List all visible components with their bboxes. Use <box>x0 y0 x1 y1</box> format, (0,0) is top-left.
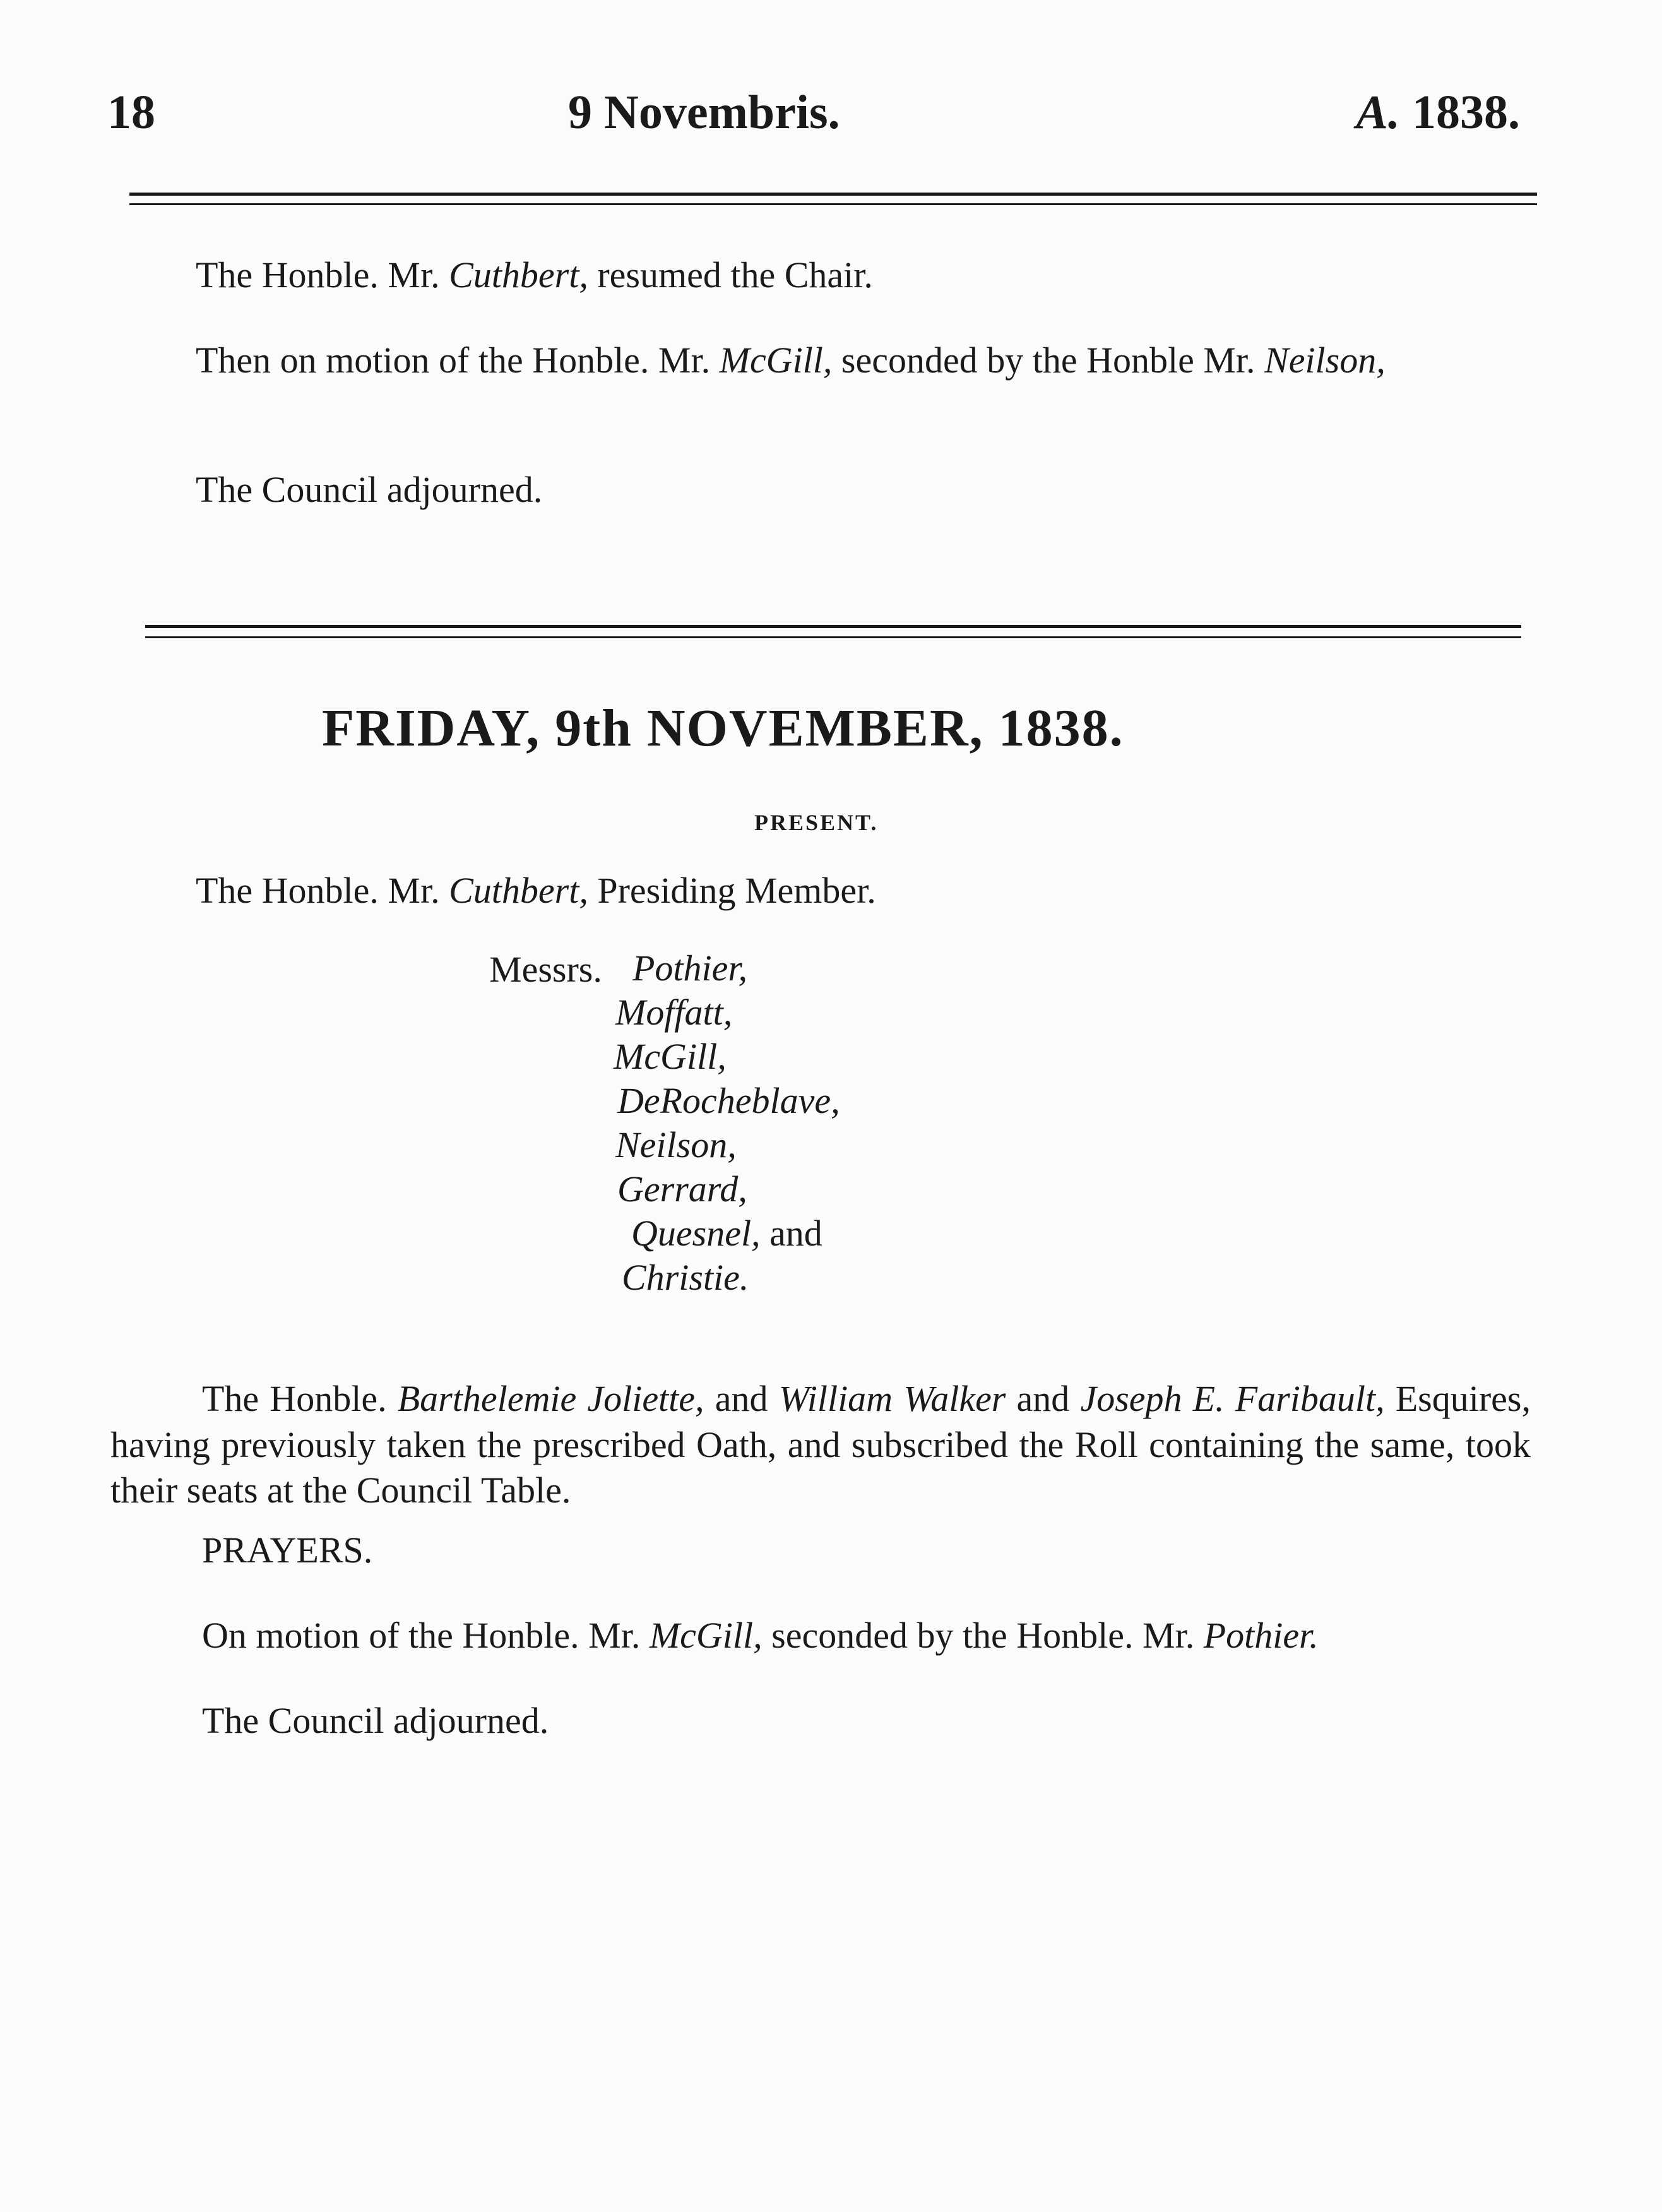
running-year <box>1356 85 1520 140</box>
oath-name-3: Joseph E. Faribault, <box>1080 1378 1385 1419</box>
adjourned-1: The Council adjourned. <box>196 469 543 510</box>
member-3: McGill, <box>614 1036 727 1077</box>
oath-suffix: Esquires, having previously taken the prescribed Oath, and subscribed the Roll containing the same, took their seats at the Council Table. <box>110 1378 1531 1511</box>
member-2: Moffatt, <box>615 992 733 1033</box>
presiding-name: Cuthbert, <box>449 870 588 911</box>
motion1-prefix: Then on motion of the Honble. Mr. <box>196 340 711 381</box>
motion1-seconder: Neilson, <box>1264 340 1386 381</box>
motion1-mover: McGill, <box>719 340 833 381</box>
messrs-label: Messrs. <box>489 949 602 990</box>
resumed-prefix: The Honble. Mr. <box>196 254 440 295</box>
presiding-prefix: The Honble. Mr. <box>196 870 440 911</box>
motion-paragraph-1 <box>110 338 1528 384</box>
oath-name-1: Barthelemie Joliette, <box>397 1378 704 1419</box>
motion2-mover: McGill, <box>649 1615 763 1656</box>
motion2-prefix: On motion of the Honble. Mr. <box>202 1615 641 1656</box>
adjourned-2: The Council adjourned. <box>202 1700 549 1741</box>
present-label: PRESENT. <box>754 810 879 835</box>
resumed-name: Cuthbert, <box>449 254 588 295</box>
oath-paragraph <box>110 1376 1531 1514</box>
member-8: Christie. <box>622 1257 749 1298</box>
oath-prefix: The Honble. <box>202 1378 387 1419</box>
page-number: 18 <box>107 86 155 139</box>
member-1: Pothier, <box>632 948 748 989</box>
oath-and-1: and <box>715 1378 768 1419</box>
sitting-heading: FRIDAY, 9th NOVEMBER, 1838. <box>322 699 1124 758</box>
member-6: Gerrard, <box>617 1168 747 1210</box>
prayers-heading: PRAYERS. <box>202 1530 373 1571</box>
motion2-middle: seconded by the Honble. Mr. <box>771 1615 1195 1656</box>
member-4: DeRocheblave, <box>617 1080 840 1121</box>
oath-and-2: and <box>1016 1378 1070 1419</box>
running-date: 9 Novembris. <box>568 86 840 139</box>
member-5: Neilson, <box>615 1124 737 1165</box>
member-7-name: Quesnel, <box>631 1213 761 1254</box>
year-prefix: A. <box>1356 86 1400 139</box>
motion-line-2 <box>202 1613 1319 1659</box>
presiding-line <box>196 868 876 914</box>
resumed-chair-line <box>196 253 873 299</box>
member-and: and <box>769 1213 822 1254</box>
year-value: 1838. <box>1412 86 1520 139</box>
motion2-seconder: Pothier. <box>1203 1615 1319 1656</box>
header-rule-top <box>129 193 1537 196</box>
oath-name-2: William Walker <box>778 1378 1006 1419</box>
member-7 <box>631 1212 822 1254</box>
header-rule-bottom <box>129 203 1537 205</box>
section-rule-top <box>145 625 1521 628</box>
section-rule-bottom <box>145 636 1521 638</box>
presiding-suffix: Presiding Member. <box>597 870 876 911</box>
motion1-middle: seconded by the Honble Mr. <box>841 340 1255 381</box>
resumed-suffix: resumed the Chair. <box>597 254 873 295</box>
